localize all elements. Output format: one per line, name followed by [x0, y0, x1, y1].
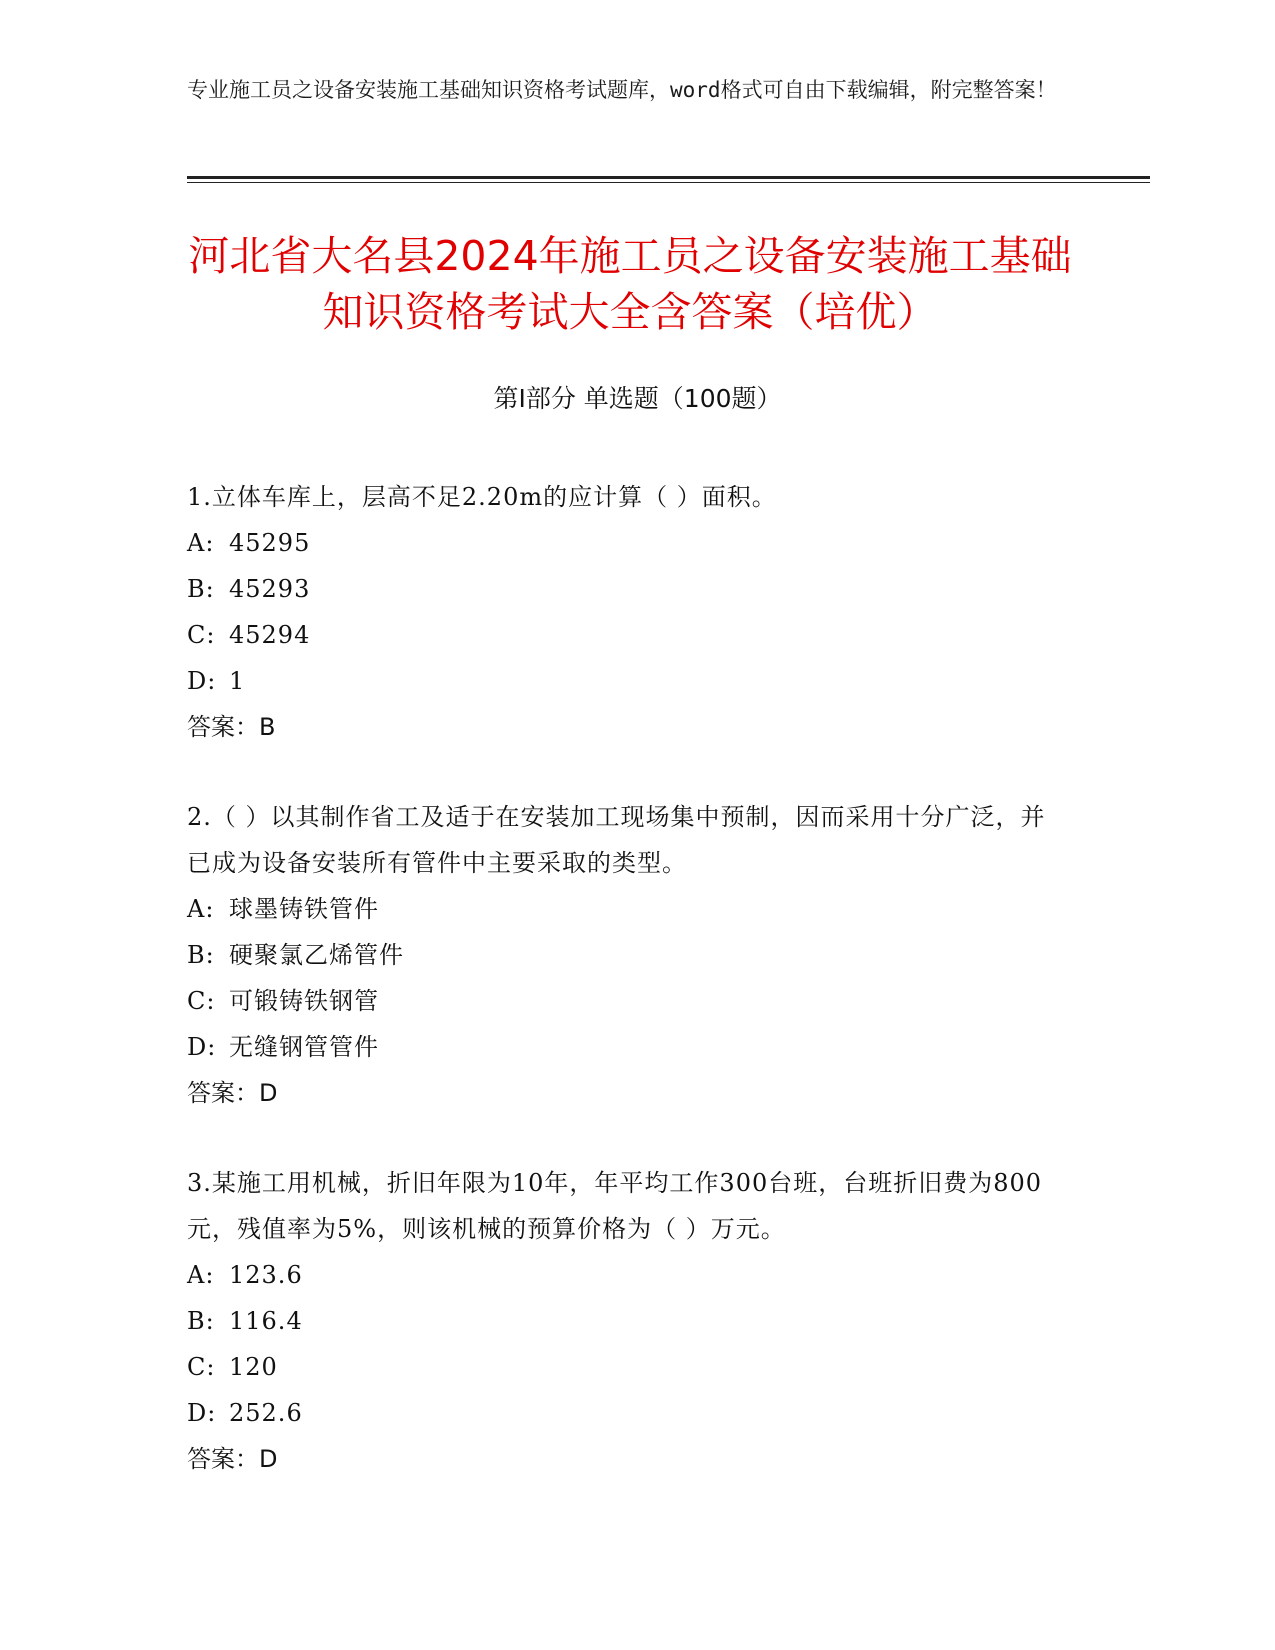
- document-title: 河北省大名县2024年施工员之设备安装施工基础知识资格考试大全含答案（培优）: [188, 232, 1072, 336]
- question-stem: 3.某施工用机械，折旧年限为10年，年平均工作300台班，台班折旧费为800元，残值率为5%，则该机械的预算价格为（ ）万元。: [187, 1169, 1043, 1243]
- option-text: 123.6: [229, 1261, 303, 1289]
- option-c: [187, 978, 1067, 1024]
- option-label: B:: [187, 1307, 215, 1335]
- option-b: [187, 566, 1067, 612]
- question-2: [187, 794, 1067, 1116]
- option-text: 1: [229, 667, 246, 695]
- option-label: A:: [187, 895, 215, 923]
- option-c: [187, 1344, 1067, 1390]
- option-text: 无缝钢管管件: [229, 1033, 379, 1061]
- question-1: [187, 474, 1067, 750]
- option-text: 120: [229, 1353, 278, 1381]
- option-label: D:: [187, 1399, 217, 1427]
- option-text: 球墨铸铁管件: [229, 895, 379, 923]
- option-text: 45294: [229, 621, 311, 649]
- option-c: [187, 612, 1067, 658]
- option-d: [187, 658, 1067, 704]
- option-label: A:: [187, 1261, 215, 1289]
- option-text: 45295: [229, 529, 311, 557]
- option-label: B:: [187, 941, 215, 969]
- option-b: [187, 1298, 1067, 1344]
- option-label: C:: [187, 1353, 216, 1381]
- option-label: C:: [187, 987, 216, 1015]
- option-text: 252.6: [229, 1399, 303, 1427]
- answer: 答案：B: [187, 713, 276, 741]
- question-list: [187, 474, 1067, 1526]
- question-stem: 1.立体车库上，层高不足2.20m的应计算（ ）面积。: [187, 483, 777, 511]
- section-heading: 第Ⅰ部分 单选题（100题）: [493, 384, 782, 413]
- header-note: 专业施工员之设备安装施工基础知识资格考试题库，word格式可自由下载编辑，附完整答案！: [187, 78, 1057, 102]
- option-text: 可锻铸铁钢管: [229, 987, 379, 1015]
- question-3: [187, 1160, 1067, 1482]
- option-label: C:: [187, 621, 216, 649]
- header-rule-thin: [187, 182, 1150, 183]
- option-a: [187, 1252, 1067, 1298]
- option-b: [187, 932, 1067, 978]
- header-rule-thick: [187, 176, 1150, 179]
- option-label: B:: [187, 575, 215, 603]
- option-label: A:: [187, 529, 215, 557]
- option-text: 45293: [229, 575, 311, 603]
- option-a: [187, 520, 1067, 566]
- option-d: [187, 1024, 1067, 1070]
- option-d: [187, 1390, 1067, 1436]
- option-text: 硬聚氯乙烯管件: [229, 941, 404, 969]
- answer: 答案：D: [187, 1445, 278, 1473]
- option-label: D:: [187, 667, 217, 695]
- option-a: [187, 886, 1067, 932]
- question-stem: 2.（ ）以其制作省工及适于在安装加工现场集中预制，因而采用十分广泛，并已成为设备安装所有管件中主要采取的类型。: [187, 803, 1046, 877]
- option-text: 116.4: [229, 1307, 303, 1335]
- answer: 答案：D: [187, 1079, 278, 1107]
- option-label: D:: [187, 1033, 217, 1061]
